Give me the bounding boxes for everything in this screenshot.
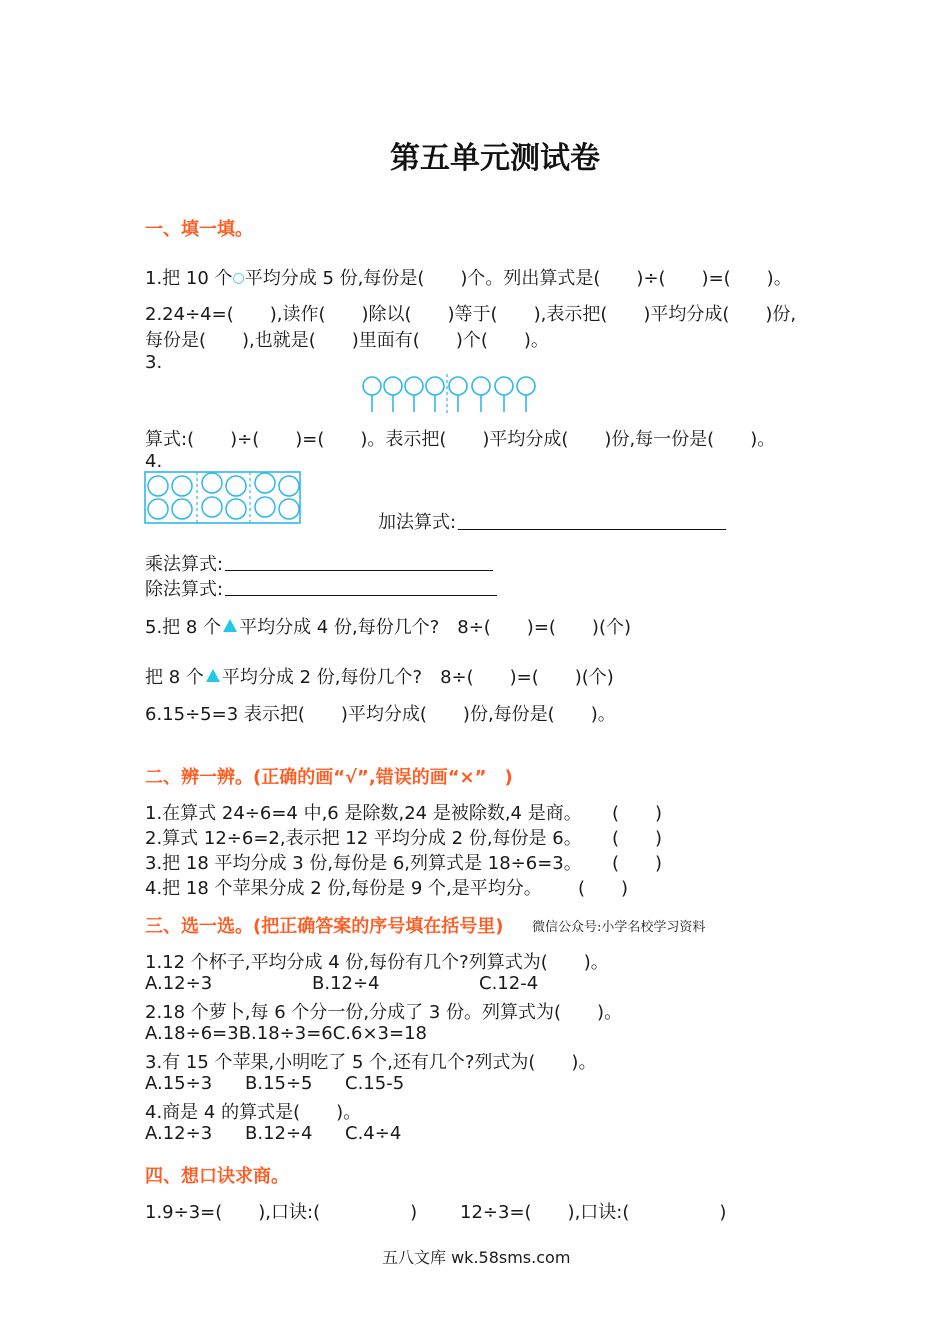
question-1-2-line-1: 2.24÷4=( ),读作( )除以( )等于( ),表示把( )平均分成( )份, <box>145 304 797 325</box>
section-1-heading: 一、填一填。 <box>145 219 253 240</box>
question-1-1 <box>145 264 792 290</box>
question-1-5b <box>145 663 614 689</box>
judge-bracket-2[interactable]: ( ) <box>612 828 663 849</box>
q1-5b-pre: 把 8 个 <box>145 667 204 688</box>
lollipop-icon <box>517 377 535 412</box>
choice-question-2: 2.18 个萝卜,每 6 个分一份,分成了 3 份。列算式为( )。 <box>145 1002 623 1023</box>
judge-item-1: 1.在算式 24÷6=4 中,6 是除数,24 是被除数,4 是商。 <box>145 803 582 824</box>
lollipop-icon <box>405 377 423 412</box>
lollipop-icon <box>449 377 467 412</box>
lollipop-icon <box>426 377 444 412</box>
triangle-icon <box>223 619 237 632</box>
choice-1-option-b[interactable]: B.12÷4 <box>312 973 380 994</box>
oral-question-1a: 1.9÷3=( ),口诀:( ) <box>145 1202 418 1223</box>
small-circle-icon: ○ <box>232 270 245 286</box>
choice-4-option-c[interactable]: C.4÷4 <box>345 1123 402 1144</box>
lollipop-icon <box>472 377 490 412</box>
judge-bracket-4[interactable]: ( ) <box>578 878 629 899</box>
lollipop-icon <box>384 377 402 412</box>
division-answer-line[interactable] <box>225 595 497 596</box>
choice-2-options[interactable]: A.18÷6=3B.18÷3=6C.6×3=18 <box>145 1023 427 1044</box>
q1-5a-pre: 5.把 8 个 <box>145 617 222 638</box>
section-2-heading: 二、辨一辨。(正确的画“√”,错误的画“×” ) <box>145 767 513 788</box>
judge-item-2: 2.算式 12÷6=2,表示把 12 平均分成 2 份,每份是 6。 <box>145 828 582 849</box>
judge-bracket-3[interactable]: ( ) <box>612 853 663 874</box>
circles-box-figure <box>144 471 302 525</box>
multiplication-answer-line[interactable] <box>225 570 493 571</box>
choice-question-4: 4.商是 4 的算式是( )。 <box>145 1102 362 1123</box>
division-formula-label: 除法算式: <box>145 579 224 600</box>
addition-formula-label: 加法算式: <box>378 512 457 533</box>
section-3-heading: 三、选一选。(把正确答案的序号填在括号里) <box>145 916 504 937</box>
page-title: 第五单元测试卷 <box>390 141 600 176</box>
footer-source: 五八文库 wk.58sms.com <box>382 1248 571 1267</box>
judge-item-4: 4.把 18 个苹果分成 2 份,每份是 9 个,是平均分。 <box>145 878 542 899</box>
judge-bracket-1[interactable]: ( ) <box>612 803 663 824</box>
choice-1-option-a[interactable]: A.12÷3 <box>145 973 213 994</box>
question-1-4-label: 4. <box>145 451 163 472</box>
choice-4-option-b[interactable]: B.12÷4 <box>245 1123 313 1144</box>
triangle-icon <box>206 669 220 682</box>
question-1-2-line-2: 每份是( ),也就是( )里面有( )个( )。 <box>145 330 549 351</box>
question-1-3-text: 算式:( )÷( )=( )。表示把( )平均分成( )份,每一份是( )。 <box>145 429 776 450</box>
judge-item-3: 3.把 18 平均分成 3 份,每份是 6,列算式是 18÷6=3。 <box>145 853 582 874</box>
watermark-note: 微信公众号:小学名校学习资料 <box>532 920 706 935</box>
choice-3-option-b[interactable]: B.15÷5 <box>245 1073 313 1094</box>
q1-1-text-post: 平均分成 5 份,每份是( )个。列出算式是( )÷( )=( )。 <box>244 268 792 289</box>
lollipop-icon <box>495 377 513 412</box>
choice-1-option-c[interactable]: C.12-4 <box>479 973 539 994</box>
q1-5b-post: 平均分成 2 份,每份几个? 8÷( )=( )(个) <box>221 667 614 688</box>
question-1-3-label: 3. <box>145 352 163 373</box>
choice-3-option-c[interactable]: C.15-5 <box>345 1073 405 1094</box>
lollipop-figure <box>360 374 540 416</box>
question-1-5a <box>145 613 631 639</box>
question-1-6: 6.15÷5=3 表示把( )平均分成( )份,每份是( )。 <box>145 704 616 725</box>
addition-answer-line[interactable] <box>458 529 726 530</box>
choice-4-option-a[interactable]: A.12÷3 <box>145 1123 213 1144</box>
section-4-heading: 四、想口诀求商。 <box>145 1166 289 1187</box>
q1-5a-post: 平均分成 4 份,每份几个? 8÷( )=( )(个) <box>239 617 631 638</box>
oral-question-1b: 12÷3=( ),口诀:( ) <box>460 1202 727 1223</box>
multiplication-formula-label: 乘法算式: <box>145 554 224 575</box>
choice-3-option-a[interactable]: A.15÷3 <box>145 1073 213 1094</box>
choice-question-3: 3.有 15 个苹果,小明吃了 5 个,还有几个?列式为( )。 <box>145 1052 597 1073</box>
choice-question-1: 1.12 个杯子,平均分成 4 份,每份有几个?列算式为( )。 <box>145 952 609 973</box>
q1-1-text-pre: 1.把 10 个 <box>145 268 233 289</box>
lollipop-icon <box>363 377 381 412</box>
